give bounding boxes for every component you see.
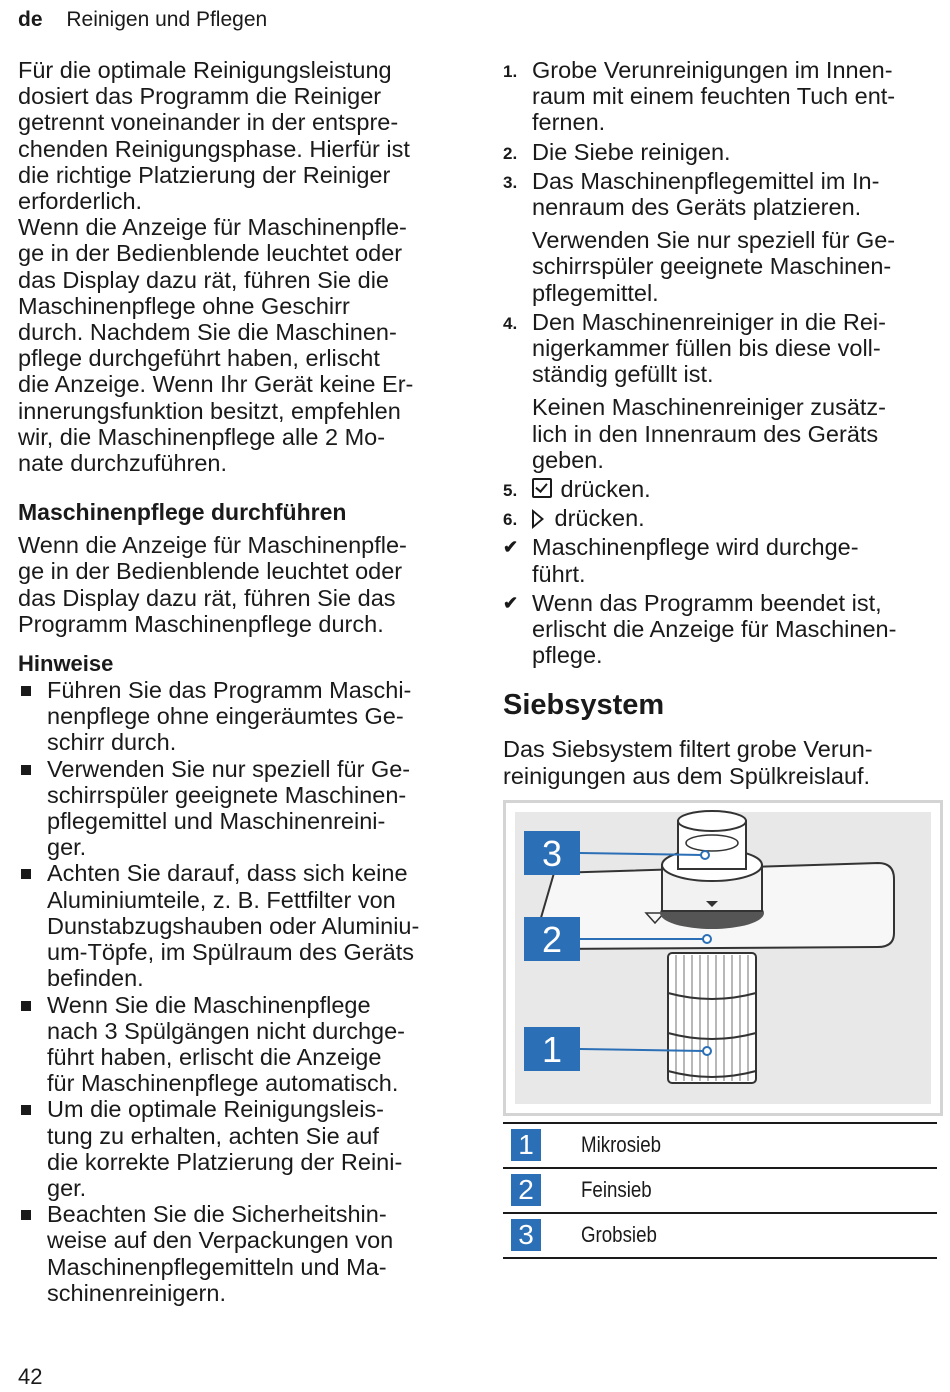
legend-label: Grobsieb bbox=[581, 1222, 657, 1247]
text-line: nate durchzuführen. bbox=[18, 450, 228, 477]
step-number: 2. bbox=[503, 143, 518, 163]
text-line: ge in der Bedienblende leuchtet oder bbox=[18, 240, 403, 267]
bullet-square-icon bbox=[21, 765, 31, 775]
right-column bbox=[503, 57, 943, 789]
section-title: Siebsystem bbox=[503, 689, 665, 722]
text-line: ständig gefüllt ist. bbox=[532, 361, 714, 388]
text-line: Die Siebe reinigen. bbox=[532, 138, 731, 165]
step-item bbox=[503, 139, 943, 165]
step-number: 6. bbox=[503, 510, 518, 530]
note-item bbox=[18, 860, 458, 991]
filter-illustration bbox=[506, 803, 940, 1113]
text-line: erforderlich. bbox=[18, 188, 143, 215]
step-text: drücken. bbox=[560, 476, 651, 503]
text-line: für Maschinenpflege automatisch. bbox=[47, 1070, 399, 1097]
text-line: tung zu erhalten, achten Sie auf bbox=[47, 1122, 379, 1149]
text-line: pflege. bbox=[532, 642, 603, 669]
language-code: de bbox=[18, 8, 43, 31]
text-line: wir, die Maschinenpflege alle 2 Mo- bbox=[18, 423, 386, 450]
text-line: dosiert das Programm die Reiniger bbox=[18, 83, 382, 110]
notes-list bbox=[18, 677, 458, 1306]
text-line: um-Töpfe, im Spülraum des Geräts bbox=[47, 939, 414, 966]
text-line: Für die optimale Reinigungsleistung bbox=[18, 57, 392, 83]
text-line: getrennt voneinander in der entspre- bbox=[18, 109, 399, 136]
start-button-icon bbox=[532, 509, 544, 529]
text-line: ger. bbox=[47, 1174, 87, 1201]
text-line: Maschinenpflege wird durchge- bbox=[532, 534, 859, 561]
text-line: reinigungen aus dem Spülkreislauf. bbox=[503, 762, 871, 789]
step-note bbox=[532, 394, 943, 473]
text-line: Das Siebsystem filtert grobe Verun- bbox=[503, 736, 873, 763]
legend-number-badge: 1 bbox=[511, 1129, 541, 1161]
text-line: geben. bbox=[532, 446, 604, 473]
text-line: innerungsfunktion besitzt, empfehlen bbox=[18, 397, 401, 424]
text-line: die Anzeige. Wenn Ihr Gerät keine Er- bbox=[18, 371, 414, 398]
text-line: Achten Sie darauf, dass sich keine bbox=[47, 860, 408, 887]
legend-row bbox=[503, 1124, 937, 1169]
text-line: lich in den Innenraum des Geräts bbox=[532, 420, 879, 447]
text-line: erlischt die Anzeige für Maschinen- bbox=[532, 616, 897, 643]
bullet-square-icon bbox=[21, 1105, 31, 1115]
step-number: 1. bbox=[503, 62, 518, 81]
text-line: das Display dazu rät, führen Sie die bbox=[18, 266, 389, 293]
page-number: 42 bbox=[18, 1364, 43, 1389]
text-line: die richtige Platzierung der Reiniger bbox=[18, 161, 391, 188]
text-line: nach 3 Spülgängen nicht durchge- bbox=[47, 1017, 405, 1044]
text-line: ger. bbox=[47, 834, 87, 861]
text-line: Wenn das Programm beendet ist, bbox=[532, 589, 882, 616]
steps-list bbox=[503, 57, 943, 668]
text-line: Dunstabzugshauben oder Aluminiu- bbox=[47, 912, 420, 939]
note-item bbox=[18, 1096, 458, 1201]
text-line: schinenreinigern. bbox=[47, 1279, 226, 1306]
note-item bbox=[18, 756, 458, 861]
text-line: führt haben, erlischt die Anzeige bbox=[47, 1043, 382, 1070]
text-line: raum mit einem feuchten Tuch ent- bbox=[532, 83, 896, 110]
legend-row bbox=[503, 1169, 937, 1214]
note-item bbox=[18, 677, 458, 756]
note-item bbox=[18, 992, 458, 1097]
callout-3-label: 3 bbox=[541, 833, 563, 874]
step-item bbox=[503, 505, 943, 531]
callout-1-label: 1 bbox=[541, 1029, 563, 1070]
checkmark-icon: ✔ bbox=[503, 537, 519, 558]
legend-row bbox=[503, 1214, 937, 1259]
text-line: Maschinenpflege ohne Geschirr bbox=[18, 292, 350, 319]
bullet-square-icon bbox=[21, 869, 31, 879]
step-item bbox=[503, 309, 943, 473]
legend-label: Mikrosieb bbox=[581, 1132, 662, 1157]
text-line: durch. Nachdem Sie die Maschinen- bbox=[18, 319, 397, 346]
step-text: drücken. bbox=[554, 505, 645, 532]
figure-legend bbox=[503, 1122, 937, 1259]
intro-paragraph bbox=[18, 57, 458, 476]
step-note bbox=[532, 227, 943, 306]
text-line: Verwenden Sie nur speziell für Ge- bbox=[47, 755, 411, 782]
text-line: Maschinenpflegemitteln und Ma- bbox=[47, 1253, 387, 1280]
text-line: Verwenden Sie nur speziell für Ge- bbox=[532, 227, 896, 254]
text-line: Wenn Sie die Maschinenpflege bbox=[47, 991, 371, 1018]
text-line: schirrspüler geeignete Maschinen- bbox=[532, 253, 892, 280]
text-line: Um die optimale Reinigungsleis- bbox=[47, 1096, 384, 1123]
text-line: die korrekte Platzierung der Reini- bbox=[47, 1148, 403, 1175]
machine-care-button-icon bbox=[532, 478, 552, 498]
step-item bbox=[503, 57, 943, 136]
text-line: Den Maschinenreiniger in die Rei- bbox=[532, 308, 886, 335]
text-line: fernen. bbox=[532, 109, 606, 136]
subheading: Maschinenpflege durchführen bbox=[18, 499, 347, 526]
notes-heading: Hinweise bbox=[18, 651, 114, 677]
text-line: befinden. bbox=[47, 965, 144, 992]
text-line: nigerkammer füllen bis diese voll- bbox=[532, 335, 881, 362]
text-line: Aluminiumteile, z. B. Fettfilter von bbox=[47, 886, 396, 913]
step-number: 5. bbox=[503, 481, 518, 501]
step-number: 4. bbox=[503, 313, 518, 333]
note-item bbox=[18, 1201, 458, 1306]
text-line: Wenn die Anzeige für Maschinenpfle- bbox=[18, 214, 407, 241]
section-text bbox=[503, 736, 943, 788]
text-line: Führen Sie das Programm Maschi- bbox=[47, 677, 412, 704]
text-line: führt. bbox=[532, 560, 586, 587]
page-header bbox=[18, 8, 267, 32]
step-item bbox=[503, 476, 943, 502]
legend-label: Feinsieb bbox=[581, 1177, 652, 1202]
text-line: Beachten Sie die Sicherheitshin- bbox=[47, 1201, 387, 1228]
text-line: nenraum des Geräts platzieren. bbox=[532, 194, 862, 221]
text-line: pflegemittel und Maschinenreini- bbox=[47, 808, 386, 835]
subheading-text bbox=[18, 532, 458, 637]
text-line: pflege durchgeführt haben, erlischt bbox=[18, 345, 380, 372]
checkmark-icon: ✔ bbox=[503, 592, 519, 613]
micro-filter-icon bbox=[668, 953, 756, 1083]
chapter-title: Reinigen und Pflegen bbox=[66, 8, 268, 31]
result-item bbox=[503, 590, 943, 669]
bullet-square-icon bbox=[21, 1210, 31, 1220]
text-line: das Display dazu rät, führen Sie das bbox=[18, 584, 396, 611]
step-item bbox=[503, 168, 943, 306]
text-line: Programm Maschinenpflege durch. bbox=[18, 610, 384, 637]
text-line: chenden Reinigungsphase. Hierfür ist bbox=[18, 135, 410, 162]
filter-system-figure bbox=[503, 800, 943, 1116]
result-item bbox=[503, 534, 943, 586]
step-number: 3. bbox=[503, 172, 518, 192]
callout-2-label: 2 bbox=[541, 919, 563, 960]
legend-number-badge: 3 bbox=[511, 1219, 541, 1251]
text-line: schirrspüler geeignete Maschinen- bbox=[47, 781, 407, 808]
text-line: schirr durch. bbox=[47, 729, 177, 756]
bullet-square-icon bbox=[21, 686, 31, 696]
text-line: Grobe Verunreinigungen im Innen- bbox=[532, 57, 893, 83]
text-line: Das Maschinenpflegemittel im In- bbox=[532, 167, 880, 194]
text-line: nenpflege ohne eingeräumtes Ge- bbox=[47, 703, 404, 730]
left-column bbox=[18, 57, 458, 1306]
text-line: weise auf den Verpackungen von bbox=[47, 1227, 394, 1254]
text-line: ge in der Bedienblende leuchtet oder bbox=[18, 558, 403, 585]
text-line: pflegemittel. bbox=[532, 279, 659, 306]
text-line: Wenn die Anzeige für Maschinenpfle- bbox=[18, 532, 407, 559]
text-line: Keinen Maschinenreiniger zusätz- bbox=[532, 394, 886, 421]
legend-number-badge: 2 bbox=[511, 1174, 541, 1206]
bullet-square-icon bbox=[21, 1001, 31, 1011]
